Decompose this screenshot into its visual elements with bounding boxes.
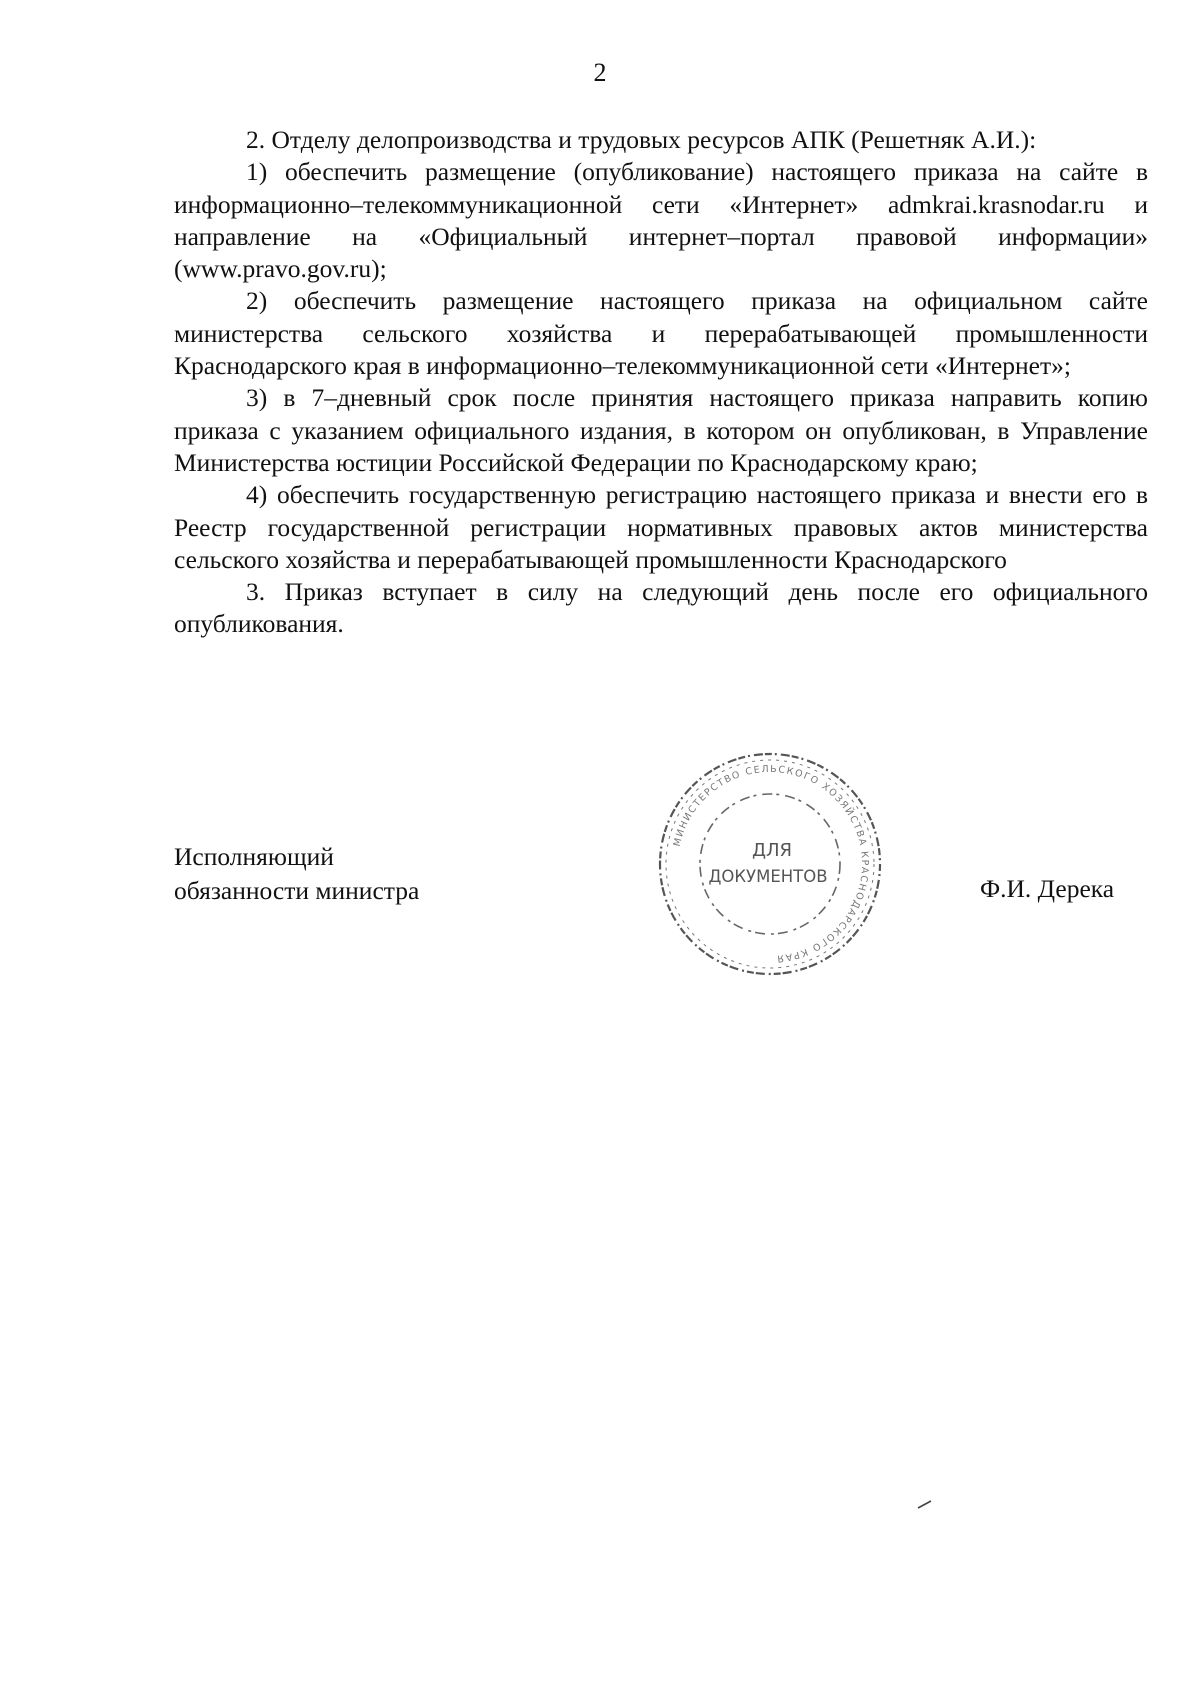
- page-number: 2: [593, 58, 607, 87]
- stamp-line2: ДОКУМЕНТОВ: [708, 867, 828, 886]
- stamp-ring-text: МИНИСТЕРСТВО СЕЛЬСКОГО ХОЗЯЙСТВА КРАСНОДАРСКОГО КРАЯ: [671, 763, 871, 964]
- official-stamp: [652, 746, 888, 982]
- document-body: [174, 124, 1148, 641]
- paragraph-2-4: 4) обеспечить государственную регистрацию настоящего приказа и внести его в Реестр государственной регистрации нормативных правовых актов министерства сельского хозяйства и перерабатывающей промышленности Краснодарского: [174, 480, 1148, 574]
- signatory-name: Ф.И. Дерека: [980, 874, 1115, 903]
- paragraph-2-3: 3) в 7–дневный срок после принятия настоящего приказа направить копию приказа с указанием официального издания, в котором он опубликован, в Управление Министерства юстиции Российской Федерации по Краснодарскому краю;: [174, 383, 1148, 477]
- signatory-position-line1: Исполняющий: [174, 842, 334, 871]
- stamp-line1: ДЛЯ: [751, 840, 793, 861]
- signatory-position-line2: обязанности министра: [174, 876, 420, 905]
- paragraph-2: 2. Отделу делопроизводства и трудовых ресурсов АПК (Решетняк А.И.):: [246, 125, 1037, 154]
- paragraph-2-1: 1) обеспечить размещение (опубликование) настоящего приказа на сайте в информационно–телекоммуникационной сети «Интернет» admkrai.krasnodar.ru и направление на «Официальный интернет–портал правовой информации» (www.pravo.gov.ru);: [174, 157, 1148, 284]
- paragraph-2-2: 2) обеспечить размещение настоящего приказа на официальном сайте министерства сельского хозяйства и перерабатывающей промышленности Краснодарского края в информационно–телекоммуникационной сети «Интернет»;: [174, 286, 1148, 381]
- paragraph-3: 3. Приказ вступает в силу на следующий день после его официального опубликования.: [174, 577, 1148, 639]
- signatory-position: [174, 840, 419, 908]
- scan-mark: [916, 1498, 934, 1510]
